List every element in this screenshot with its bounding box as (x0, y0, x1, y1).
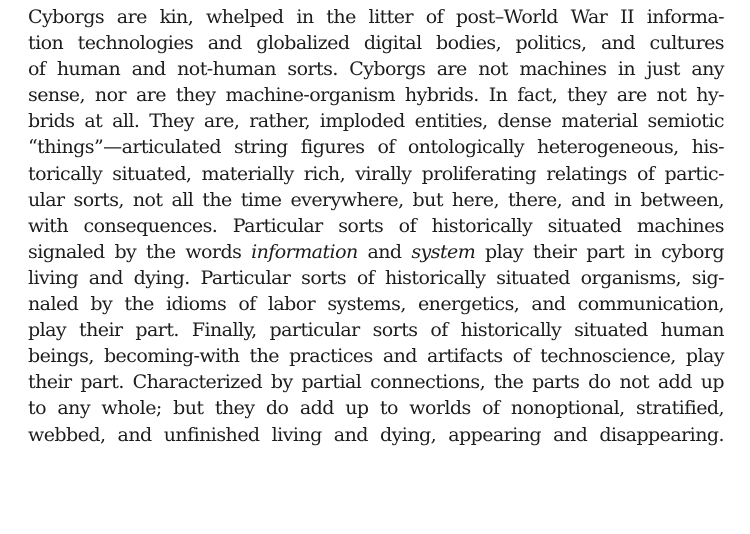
text-line (28, 82, 724, 108)
text-run: and (357, 240, 412, 263)
text-run: sense, nor are they machine-organism hybrids. In fact, they are not hy- (28, 84, 724, 107)
text-run: tion technologies and globalized digital bodies, politics, and cultures (28, 32, 724, 55)
text-line (28, 4, 724, 30)
text-run: of human and not-human sorts. Cyborgs are not machines in just any (28, 58, 724, 81)
text-line (28, 343, 724, 369)
text-run: living and dying. Particular sorts of historically situated organisms, sig- (28, 266, 724, 289)
text-run: beings, becoming-with the practices and artifacts of technoscience, play (28, 345, 724, 368)
text-run: play their part. Finally, particular sorts of historically situated human (28, 319, 724, 342)
text-line (28, 291, 724, 317)
text-line (28, 239, 724, 265)
body-paragraph (28, 4, 724, 448)
text-run: Cyborgs are kin, whelped in the litter of post–World War II informa- (28, 6, 724, 28)
text-line (28, 422, 724, 448)
italic-term-information: information (251, 240, 358, 263)
text-run: their part. Characterized by partial connections, the parts do not add up (28, 371, 724, 394)
text-run: signaled by the words (28, 240, 252, 263)
text-line (28, 56, 724, 82)
text-run: “things”—articulated string figures of ontologically heterogeneous, his- (28, 136, 724, 159)
text-line (28, 187, 724, 213)
text-run: webbed, and unfinished living and dying, appearing and disappearing. (28, 423, 724, 446)
text-line (28, 213, 724, 239)
text-line (28, 134, 724, 160)
text-line (28, 108, 724, 134)
text-line (28, 30, 724, 56)
text-run: to any whole; but they do add up to worlds of nonoptional, stratified, (28, 397, 724, 420)
text-line (28, 161, 724, 187)
italic-term-system: system (411, 240, 476, 263)
text-line (28, 317, 724, 343)
text-run: torically situated, materially rich, virally proliferating relatings of partic- (28, 162, 724, 185)
text-run: naled by the idioms of labor systems, energetics, and communication, (28, 293, 724, 316)
text-run: brids at all. They are, rather, imploded entities, dense material semiotic (28, 110, 724, 133)
text-run: play their part in cyborg (475, 240, 725, 263)
text-run: ular sorts, not all the time everywhere, but here, there, and in between, (28, 188, 724, 211)
text-line (28, 265, 724, 291)
text-line (28, 369, 724, 395)
text-line (28, 395, 724, 421)
text-run: with consequences. Particular sorts of historically situated machines (28, 214, 724, 237)
